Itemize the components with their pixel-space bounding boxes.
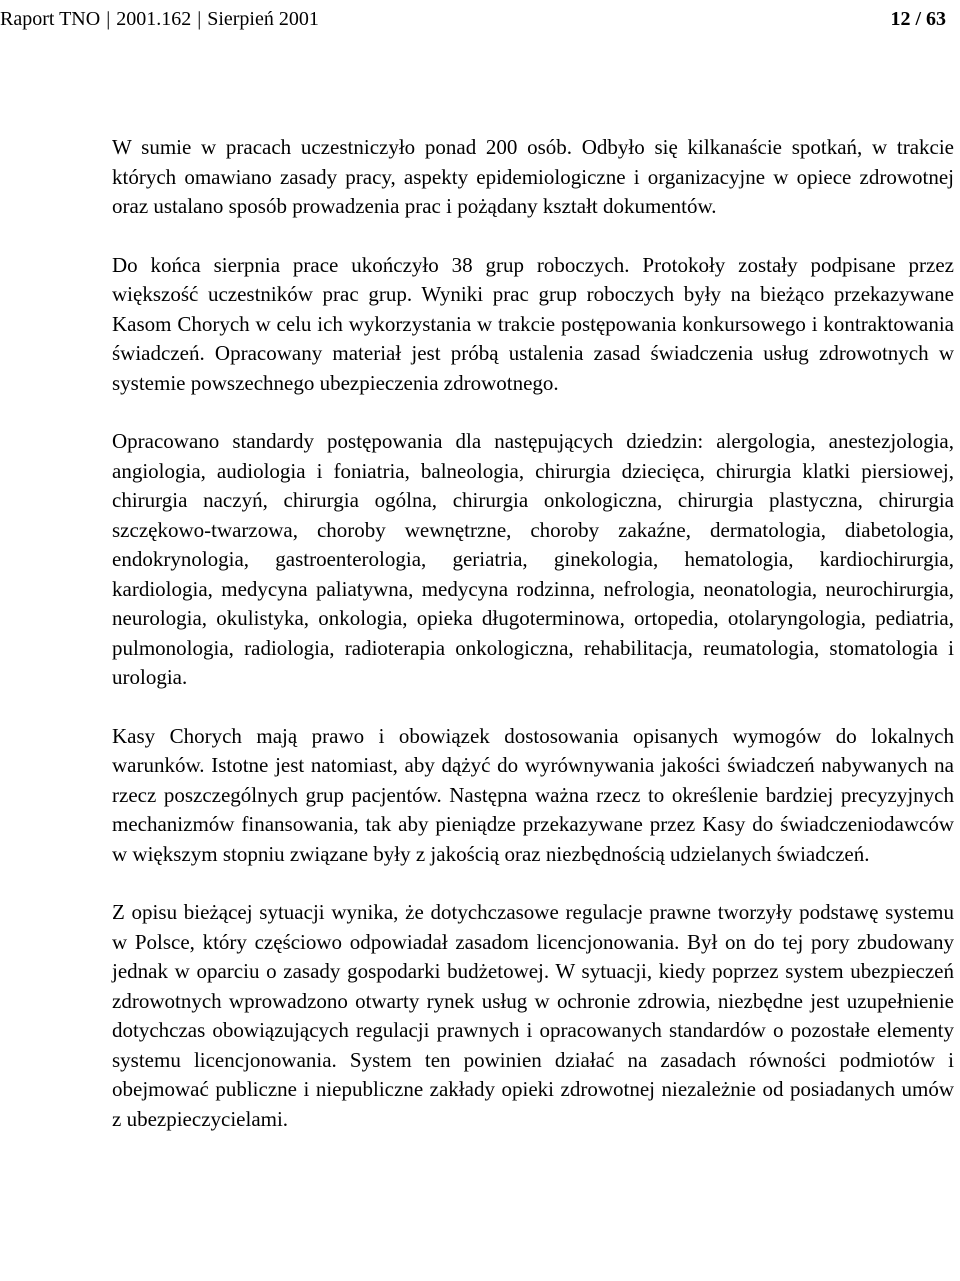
header-separator: | [106,8,111,30]
paragraph-working-groups: Do końca sierpnia prace ukończyło 38 grup roboczych. Protokoły zostały podpisane przez większość uczestników prac grup. Wyniki prac grup roboczych były na bieżąco przekazywane Kasom Chorych w celu ich wykorzystania w trakcie postępowania konkursowego i kontraktowania świadczeń. Opracowany materiał jest próbą ustalenia zasad świadczenia usług zdrowotnych w systemie powszechnego ubezpieczenia zdrowotnego. [112,252,954,395]
paragraph-participants: W sumie w pracach uczestniczyło ponad 200 osób. Odbyło się kilkanaście spotkań, w trakcie których omawiano zasady pracy, aspekty epidemiologiczne i organizacyjne w opiece zdrowotnej oraz ustalano sposób prowadzenia prac i pożądany kształt dokumentów. [112,135,954,218]
paragraph-licensing: Z opisu bieżącej sytuacji wynika, że dotychczasowe regulacje prawne tworzyły podstawę systemu w Polsce, który częściowo odpowiadał zasadom licencjonowania. Był on do tej pory zbudowany jednak w oparciu o zasady gospodarki budżetowej. W sytuacji, kiedy poprzez system ubezpieczeń zdrowotnych wprowadzono otwarty rynek usług w ochronie zdrowia, niezbędne jest uzupełnienie dotychczas obowiązujących regulacji prawnych i opracowanych standardów o pozostałe elementy systemu licencjonowania. System ten powinien działać na zasadach równości podmiotów i obejmować publiczne i niepubliczne zakłady opieki zdrowotnej niezależnie od posiadanych umów z ubezpieczycielami. [112,900,954,1131]
document-body [112,133,954,1163]
header-doc-name: Raport TNO [0,8,101,30]
page-header [0,6,946,32]
page-number: 12 / 63 [890,8,946,30]
paragraph-standards-list: Opracowano standardy postępowania dla następujących dziedzin: alergologia, anestezjologia, angiologia, audiologia i foniatria, balneologia, chirurgia dziecięca, chirurgia klatki piersiowej, chirurgia naczyń, chirurgia ogólna, chirurgia onkologiczna, chirurgia plastyczna, chirurgia szczękowo-twarzowa, choroby wewnętrzne, choroby zakaźne, dermatologia, diabetologia, endokrynologia, gastroenterologia, geriatria, ginekologia, hematologia, kardiochirurgia, kardiologia, medycyna paliatywna, medycyna rodzinna, nefrologia, neonatologia, neurochirurgia, neurologia, okulistyka, onkologia, opieka długoterminowa, ortopedia, otolaryngologia, pediatria, pulmonologia, radiologia, radioterapia onkologiczna, rehabilitacja, reumatologia, stomatologia i urologia. [112,429,954,689]
header-left [0,6,319,32]
header-doc-date: Sierpień 2001 [207,8,319,30]
header-separator: | [197,8,202,30]
header-doc-number: 2001.162 [116,8,192,30]
paragraph-health-funds: Kasy Chorych mają prawo i obowiązek dostosowania opisanych wymogów do lokalnych warunków. Istotne jest natomiast, aby dążyć do wyrównywania jakości świadczeń nabywanych na rzecz poszczególnych grup pacjentów. Następna ważna rzecz to określenie bardziej precyzyjnych mechanizmów finansowania, tak aby pieniądze przekazywane przez Kasy do świadczeniodawców w większym stopniu związane były z jakością oraz niezbędnością udzielanych świadczeń. [112,723,954,866]
